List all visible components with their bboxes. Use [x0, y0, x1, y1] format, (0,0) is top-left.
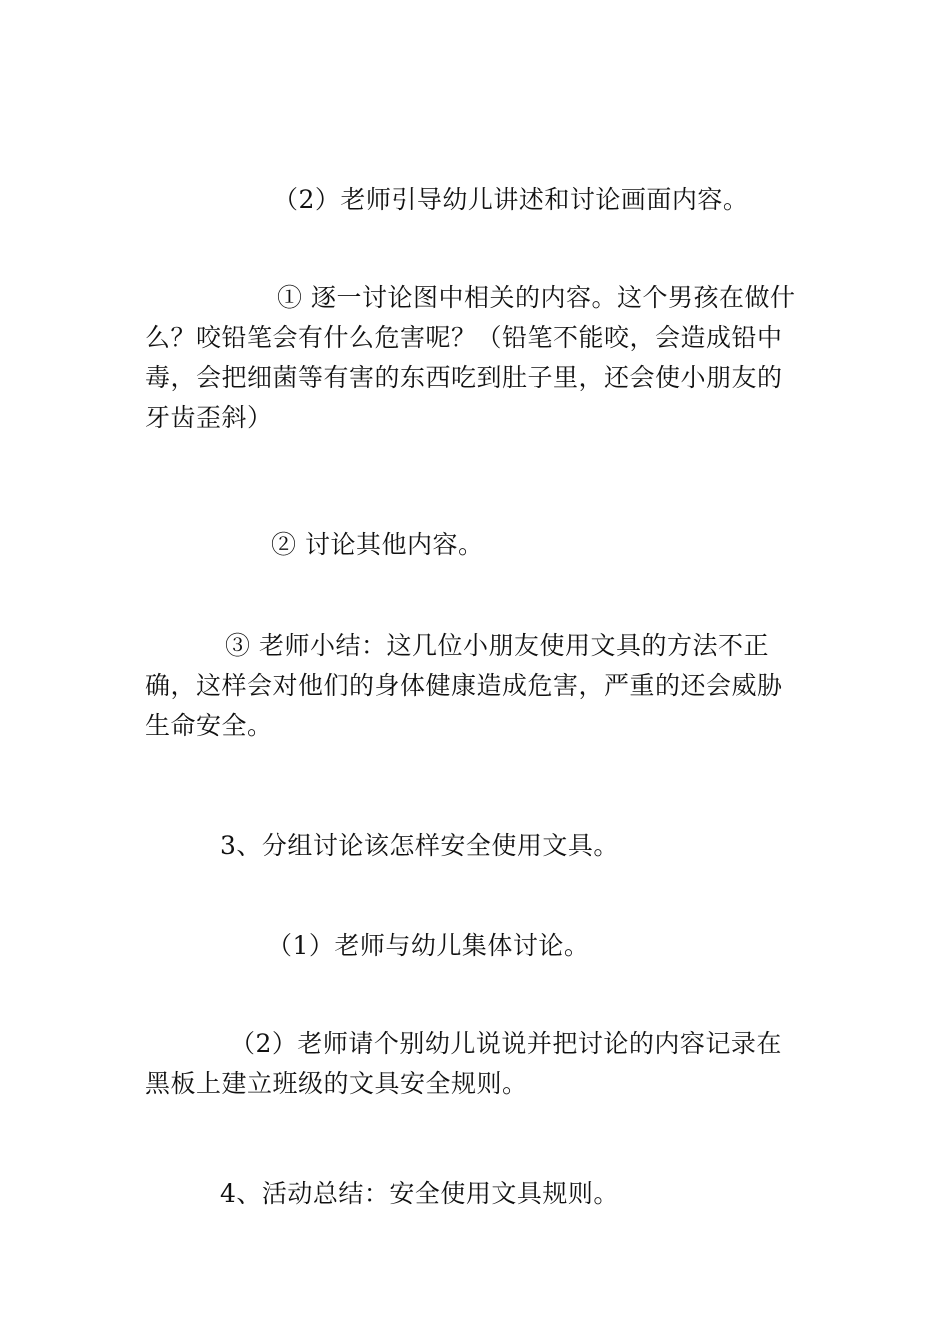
- paragraph-teacher-summary: ③ 老师小结：这几位小朋友使用文具的方法不正确，这样会对他们的身体健康造成危害，严重的还会威胁生命安全。: [145, 631, 783, 740]
- paragraph-teacher-guides-discussion: （2）老师引导幼儿讲述和讨论画面内容。: [273, 185, 749, 214]
- paragraph-discuss-one-by-one: ① 逐一讨论图中相关的内容。这个男孩在做什么？咬铅笔会有什么危害呢？（铅笔不能咬，会造成铅中毒，会把细菌等有害的东西吃到肚子里，还会使小朋友的牙齿歪斜）: [145, 283, 796, 432]
- paragraph-collective-discussion: （1）老师与幼儿集体讨论。: [267, 931, 590, 960]
- paragraph-group-discussion: 3、分组讨论该怎样安全使用文具。: [220, 831, 619, 860]
- paragraph-record-rules: （2）老师请个别幼儿说说并把讨论的内容记录在黑板上建立班级的文具安全规则。: [145, 1029, 782, 1098]
- paragraph-activity-summary: 4、活动总结：安全使用文具规则。: [220, 1179, 619, 1208]
- paragraph-discuss-other-content: ② 讨论其他内容。: [271, 530, 484, 559]
